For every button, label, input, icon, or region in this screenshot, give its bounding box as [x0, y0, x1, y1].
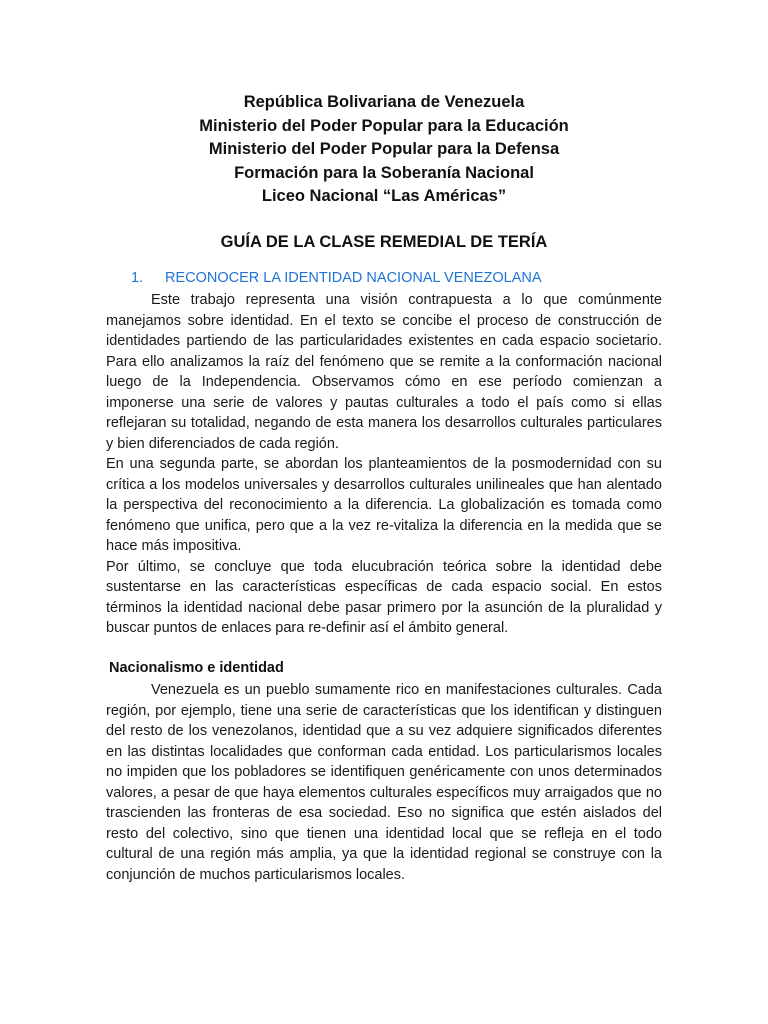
- section-number: 1.: [131, 270, 144, 286]
- paragraph: En una segunda parte, se abordan los planteamientos de la posmodernidad con su crítica a los modelos universales y desarrollos culturales unilineales que han alentado la perspectiva del reconocimiento a la diferencia. La globalización es tomada como fenómeno que unifica, pero que a la vez re-vitaliza la diferencia en la medida que se hace más impositiva.: [106, 456, 662, 554]
- paragraph: Por último, se concluye que toda elucubración teórica sobre la identidad debe sustentarse en las características específicas de cada espacio social. En estos términos la identidad nacional debe pasar primero por la asunción de la pluralidad y buscar puntos de enlaces para re-definir así el ámbito general.: [106, 558, 662, 636]
- header-line-ministry-defense: Ministerio del Poder Popular para la Defensa: [208, 140, 560, 158]
- section-title: RECONOCER LA IDENTIDAD NACIONAL VENEZOLANA: [165, 270, 542, 286]
- section-body: [106, 290, 662, 639]
- section-heading: [131, 270, 542, 286]
- institution-header: [0, 91, 768, 209]
- subsection-title: Nacionalismo e identidad: [109, 660, 284, 676]
- header-line-ministry-education: Ministerio del Poder Popular para la Educación: [199, 116, 569, 135]
- paragraph: Este trabajo representa una visión contrapuesta a lo que comúnmente manejamos sobre identidad. En el texto se concibe el proceso de construcción de identidades partiendo de las particularidades existentes en cada espacio societario. Para ello analizamos la raíz del fenómeno que se remite a la conformación nacional luego de la Independencia. Observamos cómo en ese período comienzan a imponerse una serie de valores y pautas culturales a todo el país como si ellas reflejaran su totalidad, negando de esta manera los desarrollos culturales particulares y bien diferenciados de cada región.: [106, 292, 662, 452]
- header-line-republic: República Bolivariana de Venezuela: [243, 93, 525, 111]
- subsection-body: [106, 680, 662, 885]
- paragraph: Venezuela es un pueblo sumamente rico en manifestaciones culturales. Cada región, por ejemplo, tiene una serie de características que los identifican y distinguen del resto de los venezolanos, identidad que a su vez adquiere significados diferentes en las distintas localidades que conforman cada entidad. Los particularismos locales no impiden que los pobladores se identifiquen genéricamente con unos determinados valores, a pesar de que haya elementos culturales específicos muy arraigados que no trascienden las fronteras de esa sociedad. Eso no significa que estén aislados del resto del colectivo, sino que tienen una identidad local que se refleja en el todo cultural de una región más amplia, ya que la identidad regional se construye con la conjunción de muchos particularismos locales.: [106, 682, 662, 883]
- header-line-formation: Formación para la Soberanía Nacional: [234, 163, 534, 182]
- guide-title: GUÍA DE LA CLASE REMEDIAL DE TERÍA: [220, 233, 548, 251]
- header-line-school: Liceo Nacional “Las Américas”: [261, 187, 507, 205]
